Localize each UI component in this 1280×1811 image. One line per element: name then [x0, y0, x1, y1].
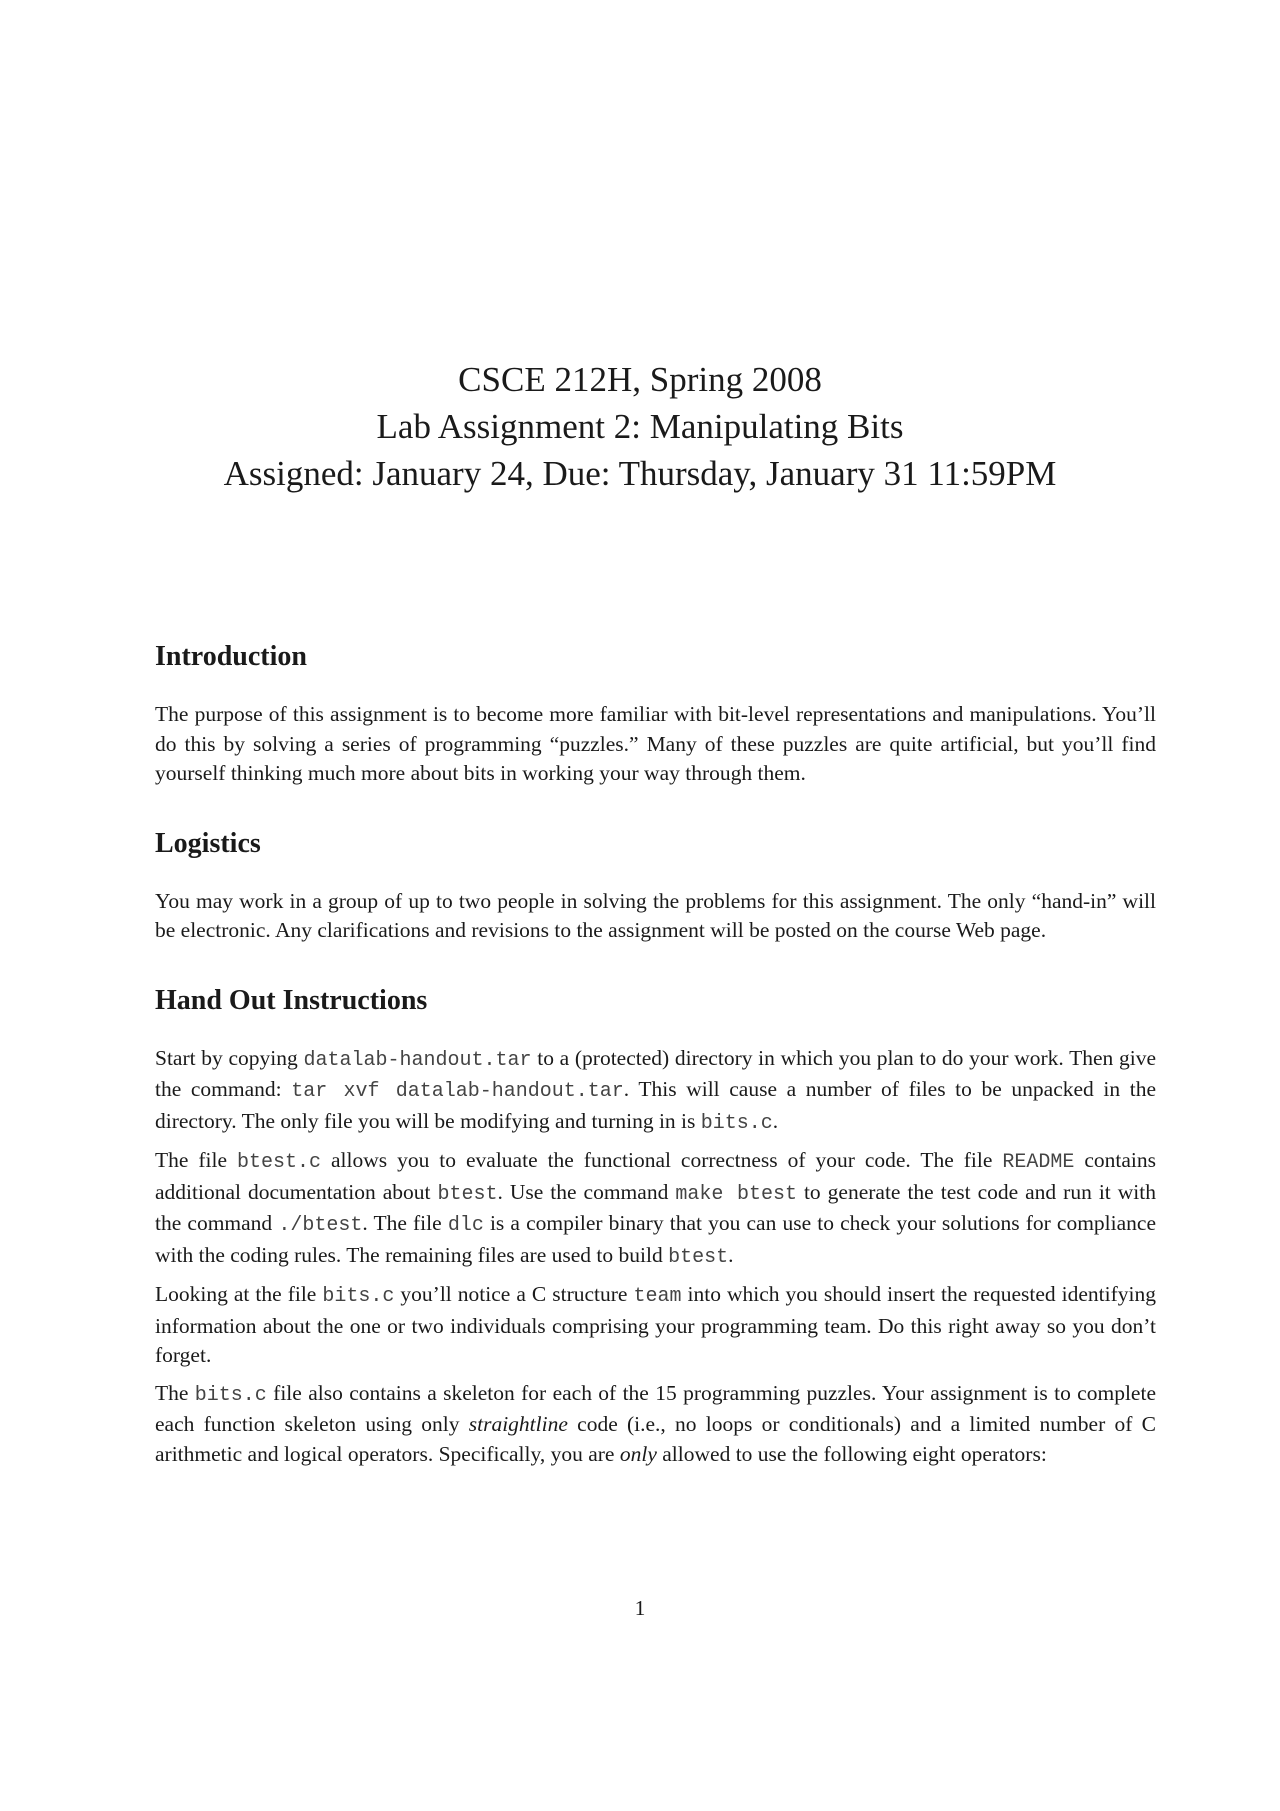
logistics-paragraph: You may work in a group of up to two people in solving the problems for this assignment. The only “hand-in” will be electronic. Any clarifications and revisions to the assignment will be posted on the course Web page. — [155, 888, 1156, 942]
text-span: Looking at the file — [155, 1282, 323, 1306]
text-span: code (i.e., no loops or conditionals) and a limited number of C arithmetic and logical operators. Specifically, you are — [155, 1412, 1156, 1466]
code-bits-c: bits.c — [700, 1111, 773, 1135]
text-span: Start by copying — [155, 1045, 304, 1070]
text-span: . The file — [362, 1211, 448, 1235]
assignment-title: Lab Assignment 2: Manipulating Bits — [376, 407, 904, 446]
handout-section — [155, 984, 1156, 1470]
text-span: to a (protected) directory in which you plan to do your work. Then give the command: — [155, 1045, 1156, 1101]
handout-paragraph-2 — [155, 1146, 1156, 1272]
code-bits-c: bits.c — [322, 1285, 395, 1308]
logistics-heading: Logistics — [155, 827, 261, 859]
code-tar-command: tar xvf datalab-handout.tar — [291, 1080, 624, 1103]
text-span: . — [728, 1242, 734, 1267]
body-content — [155, 640, 1156, 1507]
code-bits-c: bits.c — [194, 1383, 267, 1407]
text-span: you’ll notice a C structure — [394, 1282, 634, 1306]
text-span: file also contains a skeleton for each of the 15 programming puzzles. Your assignment is to complete each function skeleton using only — [155, 1380, 1156, 1436]
title-block — [0, 356, 1280, 497]
text-span: allowed to use the following eight operators: — [656, 1441, 1047, 1466]
handout-paragraph-3 — [155, 1280, 1156, 1371]
handout-heading: Hand Out Instructions — [155, 984, 428, 1016]
emphasis-straightline: straightline — [468, 1412, 568, 1436]
assignment-dates: Assigned: January 24, Due: Thursday, January 31 11:59PM — [223, 454, 1057, 493]
emphasis-only: only — [619, 1441, 657, 1466]
handout-paragraph-4 — [155, 1379, 1156, 1470]
code-team: team — [633, 1285, 682, 1308]
handout-paragraph-1 — [155, 1044, 1156, 1139]
code-readme: README — [1002, 1151, 1075, 1174]
code-make-btest: make btest — [675, 1182, 797, 1206]
text-span: The — [155, 1380, 195, 1405]
introduction-heading: Introduction — [155, 641, 307, 672]
page-number: 1 — [634, 1596, 646, 1620]
text-span: . — [772, 1108, 779, 1133]
text-span: . Use the command — [497, 1179, 676, 1204]
code-dlc: dlc — [447, 1214, 484, 1237]
course-title: CSCE 212H, Spring 2008 — [458, 360, 822, 399]
text-span: contains additional documentation about — [155, 1148, 1157, 1204]
code-datalab-handout-tar: datalab-handout.tar — [303, 1048, 532, 1072]
text-span: into which you should insert the requested identifying information about the one or two individuals comprising your programming team. Do this right away so you don’t forget. — [155, 1282, 1156, 1367]
text-span: is a compiler binary that you can use to check your solutions for compliance with the coding rules. The remaining files are used to build — [155, 1211, 1156, 1267]
text-span: The file — [155, 1148, 238, 1172]
code-btest-c: btest.c — [237, 1151, 322, 1174]
text-span: . This will cause a number of files to be unpacked in the directory. The only file you will be modifying and turning in is — [155, 1077, 1157, 1133]
introduction-section — [155, 640, 1156, 789]
code-btest: btest — [437, 1182, 498, 1206]
introduction-paragraph: The purpose of this assignment is to become more familiar with bit-level representations and manipulations. You’ll do this by solving a series of programming “puzzles.” Many of these puzzles are quite artificial, but you’ll find yourself thinking much more about bits in working your way through them. — [155, 702, 1156, 785]
text-span: allows you to evaluate the functional correctness of your code. The file — [321, 1148, 1003, 1172]
logistics-section — [155, 827, 1156, 946]
text-span: to generate the test code and run it with the command — [155, 1179, 1156, 1235]
code-run-btest: ./btest — [278, 1214, 363, 1237]
code-btest: btest — [668, 1245, 729, 1269]
